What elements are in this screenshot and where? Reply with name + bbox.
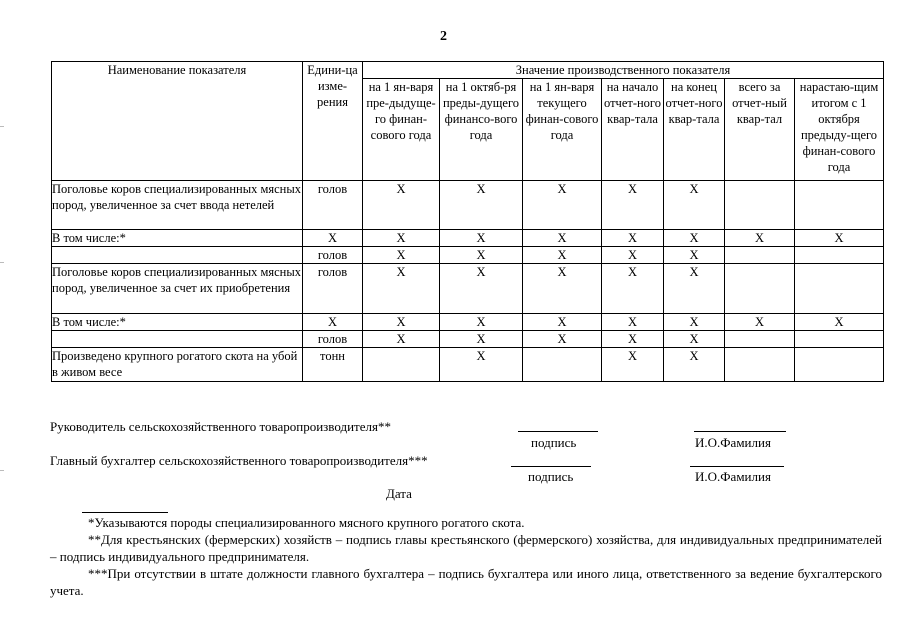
row-unit: тонн [303,348,363,382]
table-cell: X [363,264,440,314]
table-cell [725,247,795,264]
row-unit: X [303,314,363,331]
row-label: Поголовье коров специализированных мясных пород, увеличенное за счет ввода нетелей [52,181,303,230]
row-label: Поголовье коров специализированных мясных пород, увеличенное за счет их приобретения [52,264,303,314]
row-label: В том числе:* [52,314,303,331]
table-cell: X [664,230,725,247]
column-header-name: Наименование показателя [52,62,303,181]
column-header: на 1 ян-варя текущего финан-сового года [523,79,602,181]
production-indicators-table [51,61,884,382]
table-cell: X [523,181,602,230]
page-number: 2 [440,29,447,44]
table-cell: X [795,230,884,247]
table-cell: X [363,230,440,247]
signature-caption: подпись [528,469,574,484]
table-cell: X [602,348,664,382]
footnote-2: **Для крестьянских (фермерских) хозяйств – подпись главы крестьянского (фермерского) хозяйства, для индивидуальных предпринимателей – подпись индивидуального предпринимателя. [50,532,882,564]
column-header: на конец отчет-ного квар-тала [664,79,725,181]
row-unit: голов [303,247,363,264]
head-name-line [694,431,786,432]
table-row [52,314,884,331]
row-label [52,247,303,264]
table-cell [523,348,602,382]
accountant-name-line [690,466,784,467]
table-cell [725,264,795,314]
date-label: Дата [386,486,412,501]
table-cell [725,331,795,348]
table-cell: X [664,314,725,331]
footnote-3: ***При отсутствии в штате должности главного бухгалтера – подпись бухгалтера или иного лица, ответственного за ведение бухгалтерского учета. [50,566,882,598]
table-cell: X [602,230,664,247]
table-cell: X [523,247,602,264]
table-row [52,331,884,348]
table-cell [795,247,884,264]
footnote-divider [82,512,168,513]
table-cell [795,331,884,348]
column-header: на 1 октяб-ря преды-дущего финансо-вого года [440,79,523,181]
column-header: всего за отчет-ный квар-тал [725,79,795,181]
table-cell: X [363,247,440,264]
table-cell: X [523,230,602,247]
table-cell: X [363,314,440,331]
table-cell: X [602,264,664,314]
table-cell: X [363,331,440,348]
table-cell: X [440,230,523,247]
row-unit: голов [303,264,363,314]
scan-mark [0,262,4,263]
row-label: В том числе:* [52,230,303,247]
table-cell: X [602,331,664,348]
table-cell: X [795,314,884,331]
table-cell: X [664,331,725,348]
table-row [52,247,884,264]
table-cell [795,264,884,314]
footnote-1: *Указываются породы специализированного мясного крупного рогатого скота. [88,515,525,530]
head-signature-label: Руководитель сельскохозяйственного товаропроизводителя** [50,419,391,434]
table-cell [725,348,795,382]
column-header-unit: Едини-ца изме-рения [303,62,363,181]
table-cell: X [363,181,440,230]
accountant-signature-line [511,466,591,467]
head-signature-line [518,431,598,432]
table-row [52,230,884,247]
table-cell: X [523,331,602,348]
table-cell: X [440,314,523,331]
table-cell: X [523,264,602,314]
table-row [52,264,884,314]
name-caption: И.О.Фамилия [695,435,771,450]
table-cell: X [602,181,664,230]
table-cell: X [602,314,664,331]
table-cell [363,348,440,382]
table-cell: X [440,348,523,382]
table-cell [795,181,884,230]
table-cell [795,348,884,382]
table-cell: X [664,264,725,314]
signature-caption: подпись [531,435,577,450]
scan-mark [0,470,4,471]
table-cell: X [725,314,795,331]
row-label: Произведено крупного рогатого скота на убой в живом весе [52,348,303,382]
column-header: на 1 ян-варя пре-дыдуще-го финан-сового года [363,79,440,181]
table-cell: X [440,247,523,264]
table-row [52,348,884,382]
row-unit: голов [303,331,363,348]
row-unit: X [303,230,363,247]
table-row [52,181,884,230]
row-unit: голов [303,181,363,230]
table-cell: X [664,348,725,382]
name-caption: И.О.Фамилия [695,469,771,484]
column-header: нарастаю-щим итогом с 1 октября предыду-щего финан-сового года [795,79,884,181]
accountant-signature-label: Главный бухгалтер сельскохозяйственного товаропроизводителя*** [50,453,428,468]
table-cell: X [440,181,523,230]
scan-mark [0,126,4,127]
table-cell: X [725,230,795,247]
table-cell: X [523,314,602,331]
table-cell: X [664,181,725,230]
column-header: на начало отчет-ного квар-тала [602,79,664,181]
table-cell: X [602,247,664,264]
table-cell: X [440,331,523,348]
table-cell: X [440,264,523,314]
table-cell: X [664,247,725,264]
table-cell [725,181,795,230]
column-group-header: Значение производственного показателя [363,62,884,79]
row-label [52,331,303,348]
